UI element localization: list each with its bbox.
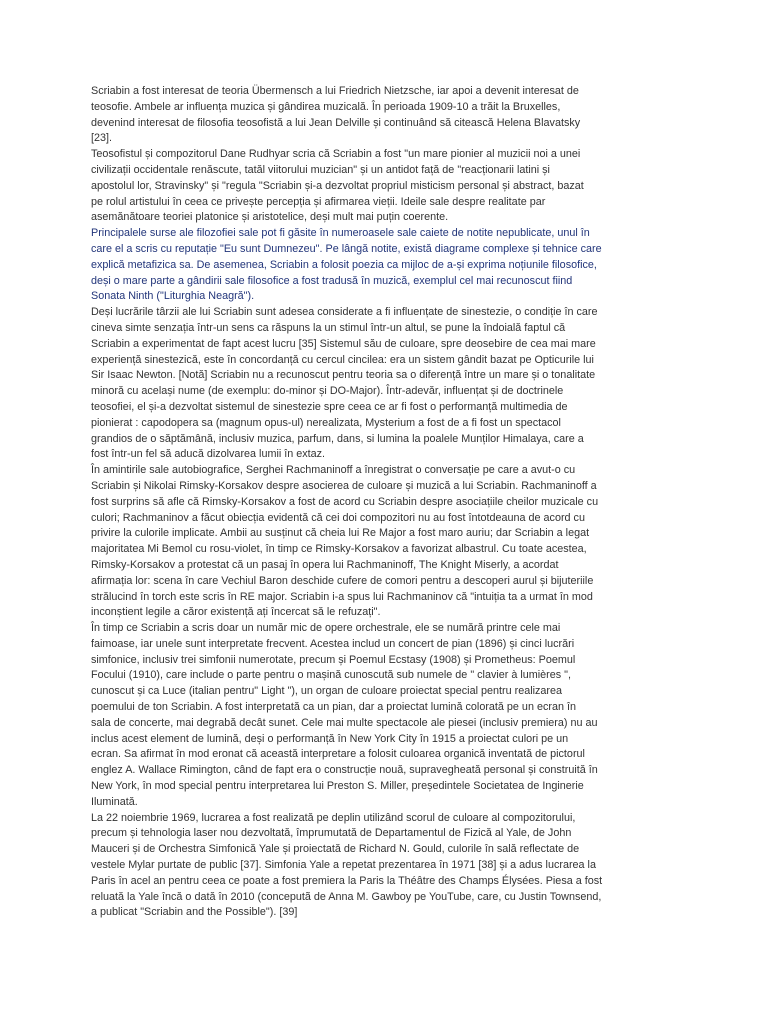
text-line: [23].	[91, 132, 113, 145]
text-line: Rimsky-Korsakov a protestat că un pasaj în opera lui Rachmaninoff, The Knight Miserly, a acordat	[91, 558, 559, 571]
text-line: pe rolul artistului în ceea ce privește percepția și afirmarea vieții. Ideile sale despre realitate par	[91, 195, 546, 208]
text-line: vestele Mylar purtate de public [37]. Simfonia Yale a repetat prezentarea în 1971 [38] și a adus lucrarea la	[91, 859, 596, 872]
text-line: Deși lucrările târzii ale lui Scriabin sunt adesea considerate a fi influențate de sinestezie, o condiție în care	[91, 306, 598, 319]
text-line: inconștient legile a căror existență ați încercat să le refuzați".	[91, 606, 381, 619]
text-line: care el a scris cu reputație "Eu sunt Dumnezeu". Pe lângă notite, există diagrame complexe și tehnice care	[91, 242, 602, 255]
text-line: Iluminată.	[91, 795, 138, 808]
text-line: a publicat "Scriabin and the Possible"). [39]	[91, 906, 298, 919]
text-line: fost surprins să afle că Rimsky-Korsakov a fost de acord cu Scriabin despre asociațiile cheilor muzicale cu	[91, 495, 599, 508]
text-line: simfonice, inclusiv trei simfonii numerotate, precum și Poemul Ecstasy (1908) și Prometheus: Poemul	[91, 653, 576, 666]
paragraph-philosophy-sources-highlighted	[91, 226, 761, 305]
text-line: civilizații occidentale renăscute, tatăl viitorului muzician" și un antidot față de "reacționarii latini și	[91, 163, 550, 176]
paragraph-orchestral-works	[91, 621, 761, 811]
paragraph-nietzsche-theosophy	[91, 84, 761, 147]
text-line: Paris în acel an pentru ceea ce poate a fost premiera la Paris la Théâtre des Champs Élysées. Piesa a fost	[91, 874, 603, 887]
text-line: Principalele surse ale filozofiei sale pot fi găsite în numeroasele sale caiete de notite nepublicate, unul în	[91, 227, 590, 240]
text-line: afirmația lor: scena în care Vechiul Baron deschide cufere de comori pentru a descoperi aurul și bijuteriile	[91, 574, 594, 587]
text-line: În timp ce Scriabin a scris doar un număr mic de opere orchestrale, ele se numără printre cele mai	[91, 622, 561, 635]
text-line: privire la culorile implicate. Ambii au susținut că cheia lui Re Major a fost maro auriu; dar Scriabin a legat	[91, 527, 590, 540]
text-line: Teosofistul și compozitorul Dane Rudhyar scria că Scriabin a fost "un mare pionier al muzicii noi a unei	[91, 148, 581, 161]
text-line: Scriabin și Nikolai Rimsky-Korsakov despre asocierea de culoare și muzică a lui Scriabin. Rachmaninoff a	[91, 479, 597, 492]
text-line: culori; Rachmaninov a făcut obiecția evidentă că cei doi compozitori nu au fost întotdeauna de acord cu	[91, 511, 585, 524]
paragraph-yale-performance	[91, 811, 761, 922]
paragraph-rudhyar	[91, 147, 761, 226]
text-line: deși o mare parte a gândirii sale filosofice a fost tradusă în muzică, exemplul cel mai recunoscut fiind	[91, 274, 573, 287]
text-line: fost într-un fel să aducă dizolvarea lumii în extaz.	[91, 448, 326, 461]
text-line: faimoase, iar unele sunt interpretate frecvent. Acestea includ un concert de pian (1896) și cinci lucrări	[91, 637, 575, 650]
text-line: teosofie. Ambele ar influența muzica și gândirea muzicală. În perioada 1909-10 a trăit la Bruxelles,	[91, 100, 561, 113]
text-line: Focului (1910), care include o parte pentru o mașină cunoscută sub numele de " clavier à lumières ",	[91, 669, 571, 682]
text-line: englez A. Wallace Rimington, când de fapt era o construcție nouă, supravegheată personal și construită în	[91, 764, 598, 777]
text-line: strălucind în torch este scris în RE major. Scriabin i-a spus lui Rachmaninov că "intuiția ta a urmat în mod	[91, 590, 593, 603]
text-line: În amintirile sale autobiografice, Serghei Rachmaninoff a înregistrat o conversație pe care a avut-o cu	[91, 464, 576, 477]
text-line: Scriabin a experimentat de fapt acest lucru [35] Sistemul său de culoare, spre deosebire de cea mai mare	[91, 337, 596, 350]
text-line: Scriabin a fost interesat de teoria Übermensch a lui Friedrich Nietzsche, iar apoi a devenit interesat de	[91, 85, 579, 97]
text-line: apostolul lor, Stravinsky" și "regula "Scriabin și-a dezvoltat propriul misticism personal și abstract, bazat	[91, 179, 584, 192]
text-line: ecran. Sa afirmat în mod eronat că această interpretare a folosit culoarea organică inventată de pictorul	[91, 748, 585, 761]
text-line: devenind interesat de filosofia teosofistă a lui Jean Delville și continuând să citească Helena Blavatsky	[91, 116, 581, 129]
paragraph-rachmaninoff-memoirs	[91, 463, 761, 621]
text-line: reluată la Yale încă o dată în 2010 (conceputã de Anna M. Gawboy pe YouTube, care, cu Justin Townsend,	[91, 890, 602, 903]
text-line: sala de concerte, mai degrabă decât sunet. Cele mai multe spectacole ale piesei (inclusiv premiera) nu au	[91, 716, 598, 729]
text-line: asemănătoare teoriei platonice și aristotelice, deși mult mai puțin coerente.	[91, 211, 449, 224]
text-line: Sir Isaac Newton. [Notă] Scriabin nu a recunoscut pentru teoria sa o diferență între un mare și o tonalitate	[91, 369, 596, 382]
paragraph-synesthesia	[91, 305, 761, 463]
text-line: poemului de ton Scriabin. A fost interpretată ca un pian, dar a proiectat lumină colorată pe un ecran în	[91, 701, 576, 714]
text-line: experiență sinestezică, este în concordanță cu cercul cincilea: era un sistem gândit bazat pe Opticurile lui	[91, 353, 594, 366]
text-line: Sonata Ninth ("Liturghia Neagră").	[91, 290, 255, 303]
text-line: inclus acest element de lumină, deși o performanță în New York City în 1915 a proiectat culori pe un	[91, 732, 569, 745]
text-line: Mauceri și de Orchestra Simfonică Yale și proiectată de Richard N. Gould, culorile în sală reflectate de	[91, 843, 580, 856]
text-line: majoritatea Mi Bemol cu rosu-violet, în timp ce Rimsky-Korsakov a favorizat albastrul. Cu toate acestea,	[91, 543, 587, 556]
text-line: grandios de o săptămână, inclusiv muzica, parfum, dans, si lumina la poalele Munților Himalaya, care a	[91, 432, 584, 445]
text-line: minoră cu același nume (de exemplu: do-minor și DO-Major). Într-adevăr, influențat și de doctrinele	[91, 385, 564, 398]
text-line: pionierat : capodopera sa (magnum opus-ul) nerealizata, Mysterium a fost de a fi fost un spectacol	[91, 416, 561, 429]
text-line: cineva simte senzația într-un sens ca răspuns la un stimul într-un altul, se pune la îndoială faptul că	[91, 321, 566, 334]
text-line: La 22 noiembrie 1969, lucrarea a fost realizată pe deplin utilizând scorul de culoare al compozitorului,	[91, 811, 576, 824]
text-line: cunoscut și ca Luce (italian pentru" Light "), un organ de culoare proiectat special pentru realizarea	[91, 685, 563, 698]
document-page	[91, 84, 761, 921]
text-line: precum și tehnologia laser nou dezvoltată, împrumutată de Departamentul de Fizică al Yale, de John	[91, 827, 572, 840]
text-line: New York, în mod special pentru interpretarea lui Preston S. Miller, președintele Societatea de Inginerie	[91, 780, 584, 793]
text-line: teosofiei, el și-a dezvoltat sistemul de sinestezie spre ceea ce ar fi fost o performanță multimedia de	[91, 400, 568, 413]
text-line: explică metafizica sa. De asemenea, Scriabin a folosit poezia ca mijloc de a-și exprima noțiunile filosofice,	[91, 258, 597, 271]
